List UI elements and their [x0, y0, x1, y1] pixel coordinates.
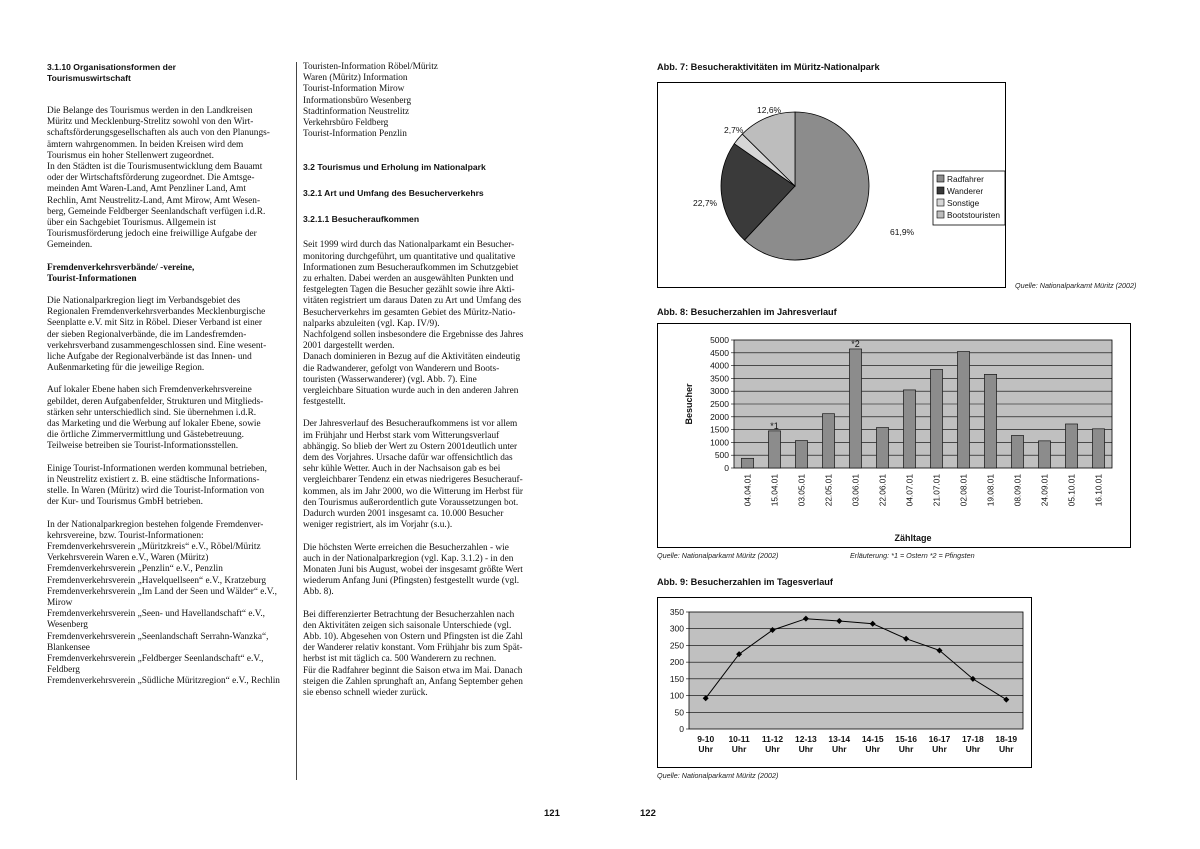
left-column-1 — [47, 62, 287, 688]
y-tick-label: 3500 — [710, 373, 729, 384]
paragraph: Die höchsten Werte erreichen die Besucherzahlen - wie auch in der Nationalparkregion (vgl. Kap. 3.1.2) - in den Monaten Juni bis August, wobei der insgesamt größte Wert wiederum Anfang Juni (Pfingsten) festgestellt wurde (vgl. Abb. 8). — [303, 542, 523, 598]
plot-area — [689, 612, 1023, 729]
x-tick-label: 13-14 — [828, 734, 851, 744]
y-tick-label: 1500 — [710, 424, 729, 435]
bar-annotation: *1 — [770, 420, 779, 431]
x-tick-label: 03.05.01 — [796, 474, 807, 507]
x-tick-label: 08.09.01 — [1012, 474, 1023, 507]
list-item: Fremdenverkehrsverein „Im Land der Seen und Wälder“ e.V., Mirow — [47, 586, 277, 608]
list-item: Informationsbüro Wesenberg — [303, 95, 412, 106]
x-tick-label: 16-17 — [928, 734, 951, 744]
fig7-title: Abb. 7: Besucheraktivitäten im Müritz-Nationalpark — [657, 62, 880, 72]
x-tick-label: 21.07.01 — [931, 474, 942, 507]
x-tick-label: Uhr — [731, 744, 747, 754]
subheading-fremdenverkehrsverbaende: Fremdenverkehrsverbände/ -vereine, Tourist-Informationen — [47, 262, 195, 284]
pie-data-label: 2,7% — [724, 125, 744, 135]
paragraph: In der Nationalparkregion bestehen folgende Fremdenver- kehrsvereine, bzw. Tourist-Informationen: — [47, 519, 264, 541]
list-item: Verkehrsbüro Feldberg — [303, 118, 389, 129]
legend-label: Radfahrer — [947, 174, 984, 184]
y-tick-label: 50 — [674, 707, 684, 718]
y-tick-label: 5000 — [710, 335, 729, 345]
bar-08.09.01 — [1011, 435, 1023, 468]
page-number-left: 121 — [544, 808, 560, 819]
y-tick-label: 0 — [679, 724, 684, 734]
x-tick-label: 12-13 — [795, 734, 817, 744]
verein-list — [47, 542, 287, 688]
x-tick-label: Uhr — [865, 744, 881, 754]
fig8-note: Erläuterung: *1 = Ostern *2 = Pfingsten — [850, 551, 975, 560]
paragraph: Einige Tourist-Informationen werden kommunal betrieben, in Neustrelitz existiert z. B. eine städtische Informations- stelle. In Waren (Müritz) wird die Tourist-Information von der Kur- und Tourismus GmbH betrieben. — [47, 463, 267, 508]
list-item: Fremdenverkehrsverein „Müritzkreis“ e.V., Röbel/Müritz — [47, 541, 261, 552]
paragraph: Die Belange des Tourismus werden in den Landkreisen Müritz und Mecklenburg-Strelitz sowohl von den Wirt- schaftsförderungsgesellschaften als auch von den Planungs- ämtern wahrgenommen. In beiden Kreisen wird dem Tourismus ein hoher Stellenwert zugeordnet. In den Städten ist die Tourismusentwicklung dem Bauamt oder der Wirtschaftsförderung zugeordnet. Die Amtsge- meinden Amt Waren-Land, Amt Penzliner Land, Amt Rechlin, Amt Neustrelitz-Land, Amt Mirow, Amt Wesen- berg, Gemeinde Feldberger Seenlandschaft verfügen i.d.R. über ein Sachgebiet Tourismus. Allgemein ist Tourismusförderung jedoch eine freiwillige Aufgabe der Gemeinden. — [47, 106, 270, 251]
page-number-right: 122 — [640, 808, 656, 819]
x-tick-label: 04.04.01 — [742, 474, 753, 507]
left-column-2 — [303, 62, 543, 699]
list-item: Fremdenverkehrsverein „Seen- und Havellandschaft“ e.V., Wesenberg — [47, 609, 265, 631]
section-heading-3-2-1-1: 3.2.1.1 Besucheraufkommen — [303, 214, 420, 225]
x-tick-label: 14-15 — [861, 734, 884, 744]
fig8-source: Quelle: Nationalparkamt Müritz (2002) — [657, 551, 779, 560]
legend-label: Wanderer — [947, 186, 984, 196]
fig8-title: Abb. 8: Besucherzahlen im Jahresverlauf — [657, 307, 837, 317]
fig9-line-chart — [657, 597, 1032, 768]
y-tick-label: 150 — [669, 673, 684, 684]
bar-03.06.01 — [849, 349, 861, 468]
column-divider — [296, 62, 297, 780]
paragraph: Auf lokaler Ebene haben sich Fremdenverkehrsvereine gebildet, deren Aufgabenfelder, Strukturen und Mitglieds- stärken sehr unterschiedlich sind. Sie übernehmen i.d.R. das Marketing und die Werbung auf lokaler Ebene, sowie die örtliche Zimmervermittlung und Gästebetreuung. Teilweise betreiben sie Tourist-Informationsstellen. — [47, 385, 264, 452]
list-item: Tourist-Information Mirow — [303, 84, 405, 95]
pie-data-label: 61,9% — [890, 227, 915, 237]
x-tick-label: 15-16 — [895, 734, 917, 744]
x-tick-label: 22.06.01 — [877, 474, 888, 507]
list-item: Touristen-Information Röbel/Müritz — [303, 62, 438, 72]
pie-data-label: 12,6% — [757, 105, 782, 115]
y-tick-label: 250 — [669, 640, 684, 651]
x-tick-label: 02.08.01 — [958, 474, 969, 507]
x-tick-label: 9-10 — [697, 734, 715, 744]
bar-04.07.01 — [903, 390, 915, 468]
x-tick-label: 19.08.01 — [985, 474, 996, 507]
y-tick-label: 4000 — [710, 360, 729, 371]
bar-15.04.01 — [768, 431, 780, 468]
bar-24.09.01 — [1038, 441, 1050, 468]
bar-16.10.01 — [1092, 429, 1104, 468]
y-tick-label: 0 — [724, 463, 729, 473]
list-item: Verkehrsverein Waren e.V., Waren (Müritz) — [47, 553, 209, 564]
list-item: Fremdenverkehrsverein „Seenlandschaft Serrahn-Wanzka“, Blankensee — [47, 631, 269, 653]
y-tick-label: 300 — [669, 623, 684, 634]
x-tick-label: Uhr — [798, 744, 814, 754]
bar-22.06.01 — [876, 428, 888, 468]
bar-02.08.01 — [957, 352, 969, 468]
x-tick-label: 18-19 — [995, 734, 1018, 744]
legend-swatch — [937, 175, 944, 182]
bar-05.10.01 — [1065, 424, 1077, 468]
x-tick-label: 24.09.01 — [1039, 474, 1050, 507]
y-tick-label: 200 — [669, 657, 684, 668]
y-tick-label: 3000 — [710, 386, 729, 397]
legend-swatch — [937, 199, 944, 206]
list-item: Stadtinformation Neustrelitz — [303, 106, 410, 117]
x-tick-label: 11-12 — [761, 734, 784, 744]
fig8-bar-chart — [657, 323, 1131, 548]
list-item: Fremdenverkehrsverein „Südliche Müritzregion“ e.V., Rechlin — [47, 676, 280, 687]
x-tick-label: Uhr — [765, 744, 780, 754]
y-tick-label: 100 — [669, 690, 684, 701]
y-tick-label: 2500 — [710, 399, 729, 409]
section-heading-3-2: 3.2 Tourismus und Erholung im Nationalpark — [303, 162, 486, 173]
paragraph: Die Nationalparkregion liegt im Verbandsgebiet des Regionalen Fremdenverkehrsverbandes Mecklenburgische Seenplatte e.V. mit Sitz in Röbel. Dieser Verband ist einer der sieben Regionalverbände, die im Landesfremden- verkehrsverband zusammengeschlossen sind. Eine wesent- liche Aufgabe der Regionalverbände ist das Innen- und Außenmarketing für die jeweilige Region. — [47, 296, 267, 374]
fig9-title: Abb. 9: Besucherzahlen im Tagesverlauf — [657, 577, 833, 587]
pie-data-label: 22,7% — [693, 198, 718, 208]
legend-swatch — [937, 211, 944, 218]
list-item: Fremdenverkehrsverein „Penzlin“ e.V., Penzlin — [47, 564, 223, 575]
x-tick-label: Uhr — [998, 744, 1014, 754]
tourist-info-list — [303, 62, 543, 140]
x-tick-label: Uhr — [698, 744, 714, 754]
y-tick-label: 2000 — [710, 411, 729, 422]
bar-03.05.01 — [795, 441, 807, 468]
y-tick-label: 4500 — [710, 347, 729, 358]
list-item: Fremdenverkehrsverein „Feldberger Seenlandschaft“ e.V., Feldberg — [47, 653, 264, 676]
legend-label: Sonstige — [947, 198, 980, 208]
x-tick-label: Uhr — [965, 744, 981, 754]
bar-22.05.01 — [822, 414, 834, 468]
x-tick-label: 17-18 — [962, 734, 984, 744]
x-tick-label: 04.07.01 — [904, 474, 915, 507]
x-tick-label: Uhr — [831, 744, 847, 754]
x-axis-label: Zähltage — [894, 533, 932, 543]
x-tick-label: 16.10.01 — [1093, 474, 1104, 507]
paragraph: Seit 1999 wird durch das Nationalparkamt ein Besucher- monitoring durchgeführt, um quantitative und qualitative Informationen zum Besucheraufkommen im Schutzgebiet zu erhalten. Dabei werden an ausgewählten Punkten und festgelegten Tagen die Besucher gezählt sowie ihre Akti- vitäten registriert um daraus Daten zu Art und Umfang des Besucherverkehrs im gesamten Gebiet des Müritz-Natio- nalparks abzuleiten (vgl. Kap. IV/9). Nachfolgend sollen insbesondere die Ergebnisse des Jahres 2001 dargestellt werden. Danach dominieren in Bezug auf die Aktivitäten eindeutig die Radwanderer, gefolgt von Wanderern und Boots- touristen (Wasserwanderer) (vgl. Abb. 7). Eine vergleichbare Situation wurde auch in den anderen Jahren festgestellt. — [303, 240, 524, 408]
x-tick-label: 10-11 — [728, 734, 750, 744]
list-item: Tourist-Information Penzlin — [303, 129, 407, 140]
section-heading-3-2-1: 3.2.1 Art und Umfang des Besucherverkehrs — [303, 188, 484, 199]
y-tick-label: 1000 — [710, 437, 729, 448]
legend-label: Bootstouristen — [947, 210, 1001, 220]
x-tick-label: 15.04.01 — [769, 474, 780, 507]
x-tick-label: Uhr — [932, 744, 947, 754]
list-item: Fremdenverkehrsverein „Havelquellseen“ e.V., Kratzeburg — [47, 575, 267, 586]
paragraph: Der Jahresverlauf des Besucheraufkommens ist vor allem im Frühjahr und Herbst stark vom Witterungsverlauf abhängig. So blieb der Wert zu Ostern 2001deutlich unter dem des Vorjahres. Ursache dafür war offensichtlich das sehr kühle Wetter. Auch in der Nachsaison gab es bei vergleichbarer Tendenz ein etwas niedrigeres Besucherauf- kommen, als im Jahr 2000, wo die Witterung im Herbst für den Tourismus außerordentlich gute Voraussetzungen bot. Dadurch wurden 2001 insgesamt ca. 10.000 Besucher weniger registriert, als im Vorjahr (s.u.). — [303, 419, 523, 531]
bar-19.08.01 — [984, 374, 996, 468]
bar-04.04.01 — [741, 458, 753, 468]
legend-swatch — [937, 187, 944, 194]
fig7-source: Quelle: Nationalparkamt Müritz (2002) — [1015, 281, 1137, 290]
fig9-source: Quelle: Nationalparkamt Müritz (2002) — [657, 771, 779, 780]
paragraph: Bei differenzierter Betrachtung der Besucherzahlen nach den Aktivitäten zeigen sich saisonale Unterschiede (vgl. Abb. 10). Abgesehen von Ostern und Pfingsten ist die Zahl der Wanderer relativ konstant. Vom Frühjahr bis zum Spät- herbst ist mit täglich ca. 500 Wanderern zu rechnen. Für die Radfahrer beginnt die Saison etwa im Mai. Danach steigen die Zahlen sprunghaft an, Anfang September gehen sie ebenso schnell wieder zurück. — [303, 609, 523, 698]
y-axis-label: Besucher — [684, 383, 694, 425]
section-heading-3-1-10: 3.1.10 Organisationsformen der Tourismuswirtschaft — [47, 62, 176, 83]
fig7-pie-chart — [657, 82, 1006, 288]
bar-21.07.01 — [930, 369, 942, 468]
y-tick-label: 500 — [714, 450, 729, 461]
x-tick-label: 03.06.01 — [850, 474, 861, 507]
list-item: Waren (Müritz) Information — [303, 73, 408, 84]
y-tick-label: 350 — [669, 607, 684, 617]
x-tick-label: 22.05.01 — [823, 474, 834, 507]
x-tick-label: 05.10.01 — [1066, 474, 1077, 507]
x-tick-label: Uhr — [898, 744, 914, 754]
bar-annotation: *2 — [851, 338, 860, 349]
